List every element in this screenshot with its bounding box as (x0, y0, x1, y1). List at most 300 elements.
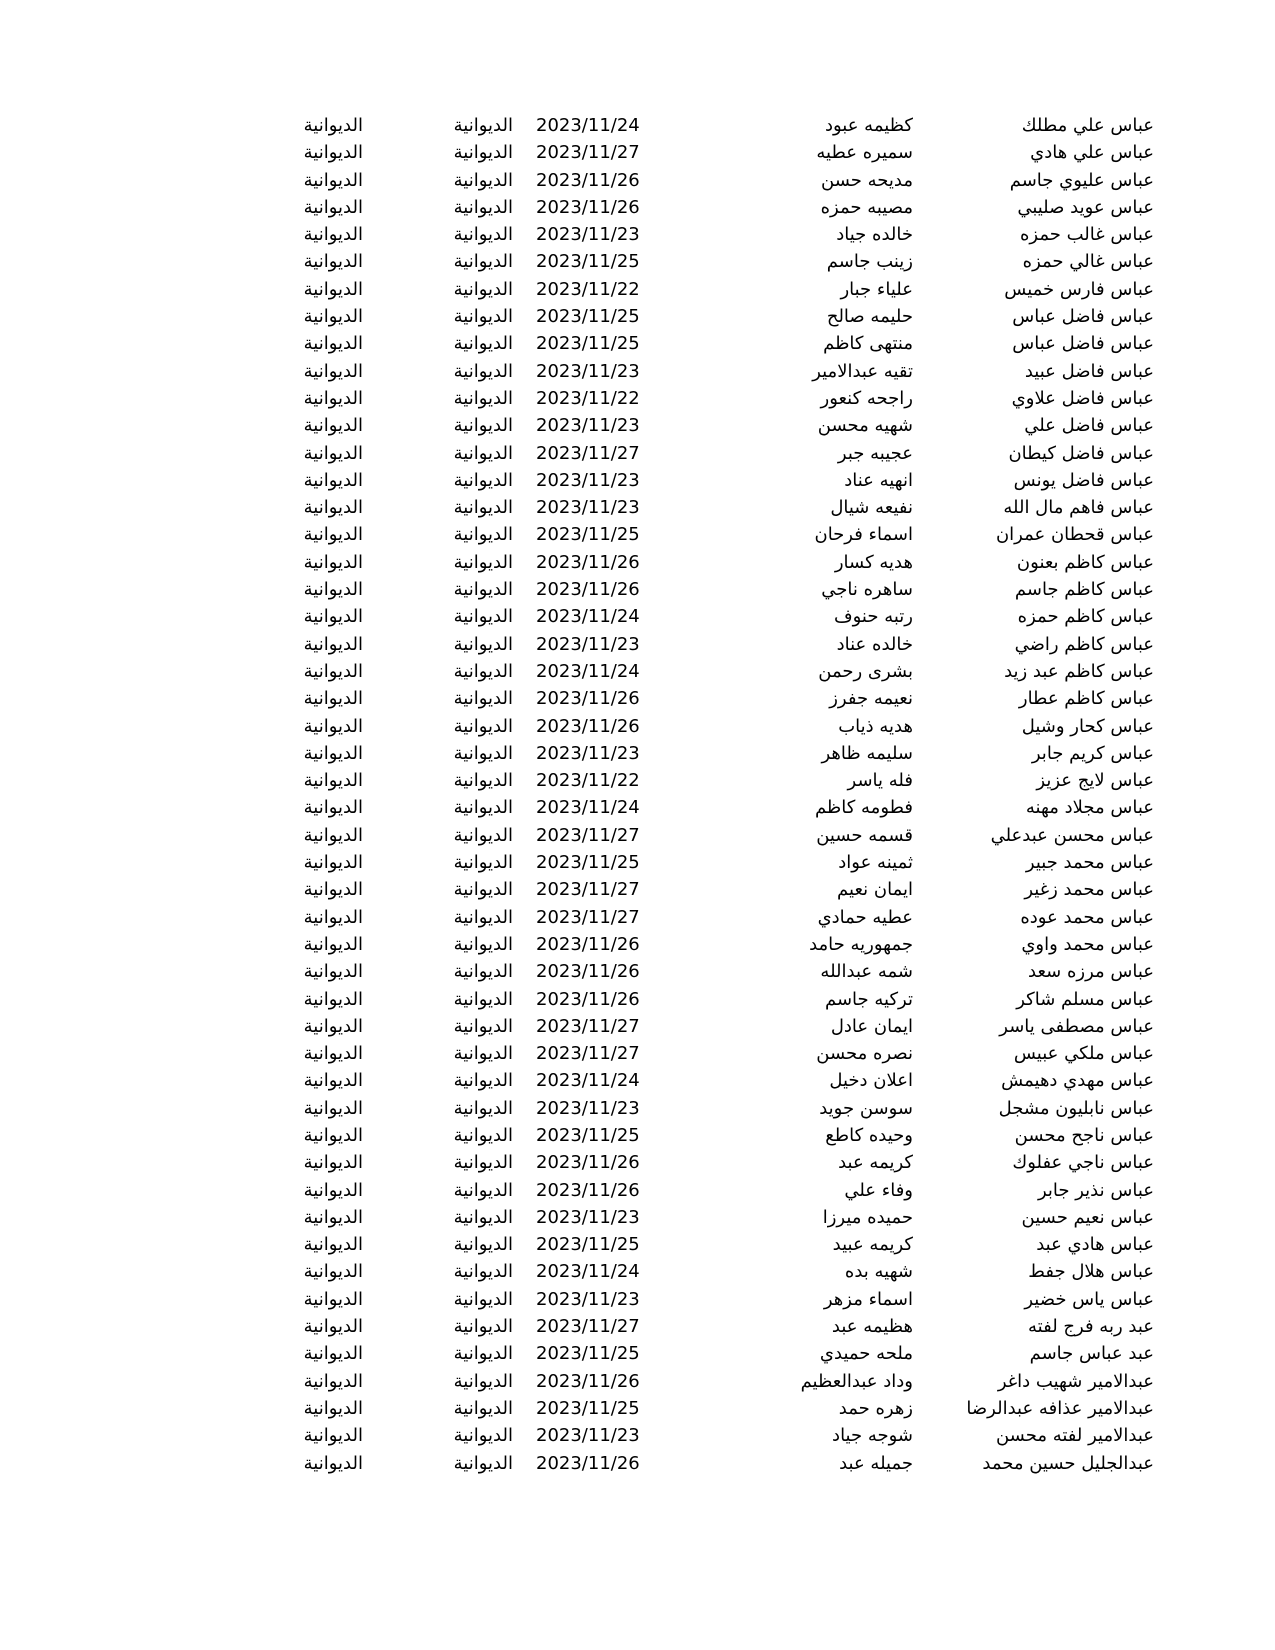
mother-name-cell: نصره محسن (816, 1043, 913, 1065)
date-cell: 2023/11/25 (536, 1343, 640, 1365)
person-name-cell: عباس فاضل عباس (1012, 306, 1154, 328)
mother-name-cell: خالده جياد (836, 224, 913, 246)
mother-name-cell: عطيه حمادي (817, 906, 913, 928)
date-cell: 2023/11/23 (536, 1288, 640, 1310)
governorate-cell: الديوانية (453, 1370, 513, 1392)
city-cell: الديوانية (303, 933, 363, 955)
table-row (0, 494, 1275, 521)
governorate-cell: الديوانية (453, 497, 513, 519)
person-name-cell: عباس كاظم راضي (1014, 633, 1154, 655)
governorate-cell: الديوانية (453, 469, 513, 491)
table-row (0, 330, 1275, 357)
city-cell: الديوانية (303, 551, 363, 573)
person-name-cell: عباس هلال جفط (1028, 1261, 1154, 1283)
person-name-cell: عباس مهدي دهيمش (1001, 1070, 1154, 1092)
person-name-cell: عباس علي مطلك (1021, 115, 1154, 136)
table-row (0, 248, 1275, 275)
person-name-cell: عباس كاظم عطار (1018, 688, 1154, 710)
mother-name-cell: كريمه عبيد (832, 1234, 913, 1256)
table-row (0, 958, 1275, 985)
governorate-cell: الديوانية (453, 606, 513, 628)
mother-name-cell: ايمان نعيم (837, 879, 913, 901)
date-cell: 2023/11/24 (536, 797, 640, 819)
city-cell: الديوانية (303, 1043, 363, 1065)
city-cell: الديوانية (303, 1288, 363, 1310)
date-cell: 2023/11/25 (536, 524, 640, 546)
person-name-cell: عباس كاظم بعنون (1016, 551, 1154, 573)
city-cell: الديوانية (303, 1425, 363, 1447)
table-row (0, 549, 1275, 576)
table-row (0, 1204, 1275, 1231)
city-cell: الديوانية (303, 606, 363, 628)
city-cell: الديوانية (303, 1343, 363, 1365)
person-name-cell: عباس محمد زغير (1024, 879, 1154, 901)
city-cell: الديوانية (303, 688, 363, 710)
governorate-cell: الديوانية (453, 1043, 513, 1065)
table-row (0, 1095, 1275, 1122)
table-row (0, 1313, 1275, 1340)
mother-name-cell: ثمينه عواد (838, 852, 913, 874)
table-row (0, 521, 1275, 548)
city-cell: الديوانية (303, 824, 363, 846)
date-cell: 2023/11/24 (536, 606, 640, 628)
mother-name-cell: كظيمه عبود (824, 115, 913, 136)
mother-name-cell: منتهى كاظم (823, 333, 913, 355)
city-cell: الديوانية (303, 1015, 363, 1037)
mother-name-cell: سليمه ظاهر (821, 742, 913, 764)
mother-name-cell: قسمه حسين (816, 824, 913, 846)
governorate-cell: الديوانية (453, 551, 513, 573)
person-name-cell: عباس غالب حمزه (1019, 224, 1154, 246)
governorate-cell: الديوانية (453, 1015, 513, 1037)
table-row (0, 986, 1275, 1013)
table-row (0, 112, 1275, 139)
city-cell: الديوانية (303, 442, 363, 464)
mother-name-cell: سوسن جويد (819, 1097, 913, 1119)
mother-name-cell: عجيبه جبر (837, 442, 913, 464)
governorate-cell: الديوانية (453, 852, 513, 874)
date-cell: 2023/11/23 (536, 469, 640, 491)
person-name-cell: عبد عباس جاسم (1029, 1343, 1154, 1365)
date-cell: 2023/11/26 (536, 988, 640, 1010)
table-row (0, 167, 1275, 194)
table-row (0, 358, 1275, 385)
governorate-cell: الديوانية (453, 1179, 513, 1201)
table-row (0, 1177, 1275, 1204)
city-cell: الديوانية (303, 660, 363, 682)
mother-name-cell: اسماء فرحان (814, 524, 913, 546)
person-name-cell: عبدالامير لفته محسن (995, 1425, 1154, 1447)
person-name-cell: عباس كحار وشيل (1021, 715, 1154, 737)
city-cell: الديوانية (303, 1397, 363, 1419)
mother-name-cell: فطومه كاظم (814, 797, 913, 819)
date-cell: 2023/11/25 (536, 306, 640, 328)
person-name-cell: عباس كاظم عبد زيد (1004, 660, 1154, 682)
governorate-cell: الديوانية (453, 333, 513, 355)
city-cell: الديوانية (303, 715, 363, 737)
city-cell: الديوانية (303, 1124, 363, 1146)
person-name-cell: عباس كريم جابر (1031, 742, 1154, 764)
city-cell: الديوانية (303, 1070, 363, 1092)
governorate-cell: الديوانية (453, 1316, 513, 1338)
governorate-cell: الديوانية (453, 933, 513, 955)
table-row (0, 603, 1275, 630)
date-cell: 2023/11/25 (536, 852, 640, 874)
mother-name-cell: تركيه جاسم (825, 988, 913, 1010)
governorate-cell: الديوانية (453, 797, 513, 819)
governorate-cell: الديوانية (453, 688, 513, 710)
governorate-cell: الديوانية (453, 142, 513, 164)
mother-name-cell: سميره عطيه (816, 142, 913, 164)
person-name-cell: عباس محسن عبدعلي (990, 824, 1154, 846)
governorate-cell: الديوانية (453, 824, 513, 846)
table-row (0, 576, 1275, 603)
date-cell: 2023/11/27 (536, 1316, 640, 1338)
person-name-cell: عباس فاضل علي (1024, 415, 1154, 437)
person-name-cell: عبدالامير عذافه عبدالرضا (966, 1397, 1154, 1419)
city-cell: الديوانية (303, 742, 363, 764)
table-row (0, 876, 1275, 903)
mother-name-cell: راجحه كنعور (820, 387, 913, 409)
city-cell: الديوانية (303, 387, 363, 409)
mother-name-cell: زهره حمد (838, 1397, 913, 1419)
governorate-cell: الديوانية (453, 306, 513, 328)
mother-name-cell: جمهوريه حامد (809, 933, 913, 955)
date-cell: 2023/11/23 (536, 497, 640, 519)
governorate-cell: الديوانية (453, 988, 513, 1010)
table-row (0, 685, 1275, 712)
table-row (0, 221, 1275, 248)
mother-name-cell: نعيمه جفرز (829, 688, 913, 710)
date-cell: 2023/11/27 (536, 442, 640, 464)
governorate-cell: الديوانية (453, 1452, 513, 1474)
governorate-cell: الديوانية (453, 1124, 513, 1146)
person-name-cell: عباس ناجي عفلوك (1012, 1152, 1154, 1174)
table-row (0, 1368, 1275, 1395)
table-row (0, 1450, 1275, 1477)
governorate-cell: الديوانية (453, 278, 513, 300)
city-cell: الديوانية (303, 1152, 363, 1174)
person-name-cell: عباس نابليون مشجل (998, 1097, 1154, 1119)
person-name-cell: عباس عويد صليبي (1017, 196, 1154, 218)
person-name-cell: عباس كاظم حمزه (1017, 606, 1154, 628)
person-name-cell: عباس لايج عزيز (1036, 770, 1154, 792)
date-cell: 2023/11/26 (536, 1152, 640, 1174)
table-row (0, 931, 1275, 958)
governorate-cell: الديوانية (453, 1206, 513, 1228)
table-row (0, 1122, 1275, 1149)
person-name-cell: عباس ناجح محسن (1014, 1124, 1154, 1146)
date-cell: 2023/11/27 (536, 142, 640, 164)
date-cell: 2023/11/26 (536, 551, 640, 573)
date-cell: 2023/11/22 (536, 278, 640, 300)
mother-name-cell: هظيمه عبد (831, 1316, 913, 1338)
governorate-cell: الديوانية (453, 1425, 513, 1447)
date-cell: 2023/11/23 (536, 1206, 640, 1228)
city-cell: الديوانية (303, 360, 363, 382)
governorate-cell: الديوانية (453, 360, 513, 382)
person-name-cell: عباس فاهم مال الله (1003, 497, 1154, 519)
city-cell: الديوانية (303, 633, 363, 655)
table-row (0, 740, 1275, 767)
person-name-cell: عباس فاضل عباس (1012, 333, 1154, 355)
mother-name-cell: مصيبه حمزه (820, 196, 913, 218)
city-cell: الديوانية (303, 797, 363, 819)
date-cell: 2023/11/23 (536, 224, 640, 246)
mother-name-cell: خالده عناد (836, 633, 913, 655)
governorate-cell: الديوانية (453, 224, 513, 246)
governorate-cell: الديوانية (453, 415, 513, 437)
person-name-cell: عباس نعيم حسين (1021, 1206, 1154, 1228)
governorate-cell: الديوانية (453, 196, 513, 218)
person-name-cell: عباس محمد جبير (1025, 852, 1154, 874)
governorate-cell: الديوانية (453, 1261, 513, 1283)
table-row (0, 1067, 1275, 1094)
person-name-cell: عباس فاضل يونس (1013, 469, 1154, 491)
mother-name-cell: هديه كسار (834, 551, 913, 573)
city-cell: الديوانية (303, 852, 363, 874)
date-cell: 2023/11/27 (536, 879, 640, 901)
mother-name-cell: نفيعه شيال (830, 497, 913, 519)
mother-name-cell: حميده ميرزا (822, 1206, 913, 1228)
table-row (0, 1422, 1275, 1449)
governorate-cell: الديوانية (453, 387, 513, 409)
date-cell: 2023/11/23 (536, 415, 640, 437)
table-row (0, 713, 1275, 740)
city-cell: الديوانية (303, 497, 363, 519)
person-name-cell: عباس فاضل كيطان (1008, 442, 1154, 464)
governorate-cell: الديوانية (453, 715, 513, 737)
person-name-cell: عباس قحطان عمران (995, 524, 1154, 546)
table-row (0, 412, 1275, 439)
table-row (0, 1340, 1275, 1367)
table-row (0, 1395, 1275, 1422)
city-cell: الديوانية (303, 988, 363, 1010)
table-row (0, 631, 1275, 658)
city-cell: الديوانية (303, 1261, 363, 1283)
table-row (0, 849, 1275, 876)
person-name-cell: عباس نذير جابر (1037, 1179, 1154, 1201)
person-name-cell: عباس ياس خضير (1024, 1288, 1154, 1310)
table-row (0, 467, 1275, 494)
city-cell: الديوانية (303, 961, 363, 983)
table-row (0, 1040, 1275, 1067)
governorate-cell: الديوانية (453, 1234, 513, 1256)
date-cell: 2023/11/26 (536, 196, 640, 218)
mother-name-cell: شهيه محسن (817, 415, 913, 437)
mother-name-cell: انهيه عناد (844, 469, 913, 491)
person-name-cell: عباس محمد عوده (1020, 906, 1154, 928)
mother-name-cell: بشرى رحمن (818, 660, 913, 682)
person-name-cell: عباس فاضل عبيد (1024, 360, 1154, 382)
mother-name-cell: ملحه حميدي (819, 1343, 913, 1365)
person-name-cell: عباس مصطفى ياسر (999, 1015, 1154, 1037)
mother-name-cell: جميله عبد (839, 1452, 913, 1474)
mother-name-cell: زينب جاسم (826, 251, 913, 273)
table-row (0, 1258, 1275, 1285)
table-row (0, 1149, 1275, 1176)
records-table (0, 112, 1275, 1477)
date-cell: 2023/11/27 (536, 1015, 640, 1037)
person-name-cell: عباس علي هادي (1030, 142, 1154, 164)
governorate-cell: الديوانية (453, 1097, 513, 1119)
city-cell: الديوانية (303, 142, 363, 164)
table-row (0, 1231, 1275, 1258)
city-cell: الديوانية (303, 579, 363, 601)
table-row (0, 822, 1275, 849)
governorate-cell: الديوانية (453, 961, 513, 983)
date-cell: 2023/11/25 (536, 251, 640, 273)
person-name-cell: عبدالامير شهيب داغر (997, 1370, 1154, 1392)
governorate-cell: الديوانية (453, 115, 513, 136)
date-cell: 2023/11/23 (536, 742, 640, 764)
city-cell: الديوانية (303, 115, 363, 136)
mother-name-cell: وداد عبدالعظيم (800, 1370, 913, 1392)
date-cell: 2023/11/24 (536, 1070, 640, 1092)
person-name-cell: عباس محمد واوي (1021, 933, 1154, 955)
mother-name-cell: علياء جبار (840, 278, 913, 300)
mother-name-cell: مديحه حسن (821, 169, 913, 191)
date-cell: 2023/11/25 (536, 1124, 640, 1146)
date-cell: 2023/11/26 (536, 1370, 640, 1392)
mother-name-cell: وفاء علي (844, 1179, 913, 1201)
table-row (0, 276, 1275, 303)
mother-name-cell: كريمه عبد (838, 1152, 913, 1174)
city-cell: الديوانية (303, 524, 363, 546)
governorate-cell: الديوانية (453, 1397, 513, 1419)
date-cell: 2023/11/24 (536, 1261, 640, 1283)
person-name-cell: عباس فارس خميس (1004, 278, 1154, 300)
city-cell: الديوانية (303, 1452, 363, 1474)
governorate-cell: الديوانية (453, 742, 513, 764)
city-cell: الديوانية (303, 333, 363, 355)
date-cell: 2023/11/25 (536, 1234, 640, 1256)
city-cell: الديوانية (303, 415, 363, 437)
person-name-cell: عباس غالي حمزه (1022, 251, 1154, 273)
governorate-cell: الديوانية (453, 1343, 513, 1365)
date-cell: 2023/11/23 (536, 1425, 640, 1447)
mother-name-cell: وحيده كاطع (825, 1124, 913, 1146)
date-cell: 2023/11/22 (536, 387, 640, 409)
city-cell: الديوانية (303, 1234, 363, 1256)
city-cell: الديوانية (303, 770, 363, 792)
governorate-cell: الديوانية (453, 906, 513, 928)
city-cell: الديوانية (303, 306, 363, 328)
table-row (0, 385, 1275, 412)
governorate-cell: الديوانية (453, 633, 513, 655)
city-cell: الديوانية (303, 1206, 363, 1228)
governorate-cell: الديوانية (453, 442, 513, 464)
person-name-cell: عبدالجليل حسين محمد (982, 1452, 1154, 1474)
mother-name-cell: اعلان دخيل (829, 1070, 913, 1092)
city-cell: الديوانية (303, 906, 363, 928)
date-cell: 2023/11/26 (536, 1452, 640, 1474)
table-row (0, 767, 1275, 794)
city-cell: الديوانية (303, 1179, 363, 1201)
person-name-cell: عباس كاظم جاسم (1014, 579, 1154, 601)
mother-name-cell: حليمه صالح (826, 306, 913, 328)
date-cell: 2023/11/26 (536, 961, 640, 983)
mother-name-cell: فله ياسر (847, 770, 913, 792)
table-row (0, 303, 1275, 330)
person-name-cell: عباس مجلاد مهنه (1025, 797, 1154, 819)
city-cell: الديوانية (303, 196, 363, 218)
governorate-cell: الديوانية (453, 1288, 513, 1310)
governorate-cell: الديوانية (453, 1070, 513, 1092)
date-cell: 2023/11/23 (536, 633, 640, 655)
table-row (0, 1286, 1275, 1313)
mother-name-cell: رتبه حنوف (833, 606, 913, 628)
governorate-cell: الديوانية (453, 169, 513, 191)
mother-name-cell: شوجه جياد (832, 1425, 913, 1447)
person-name-cell: عباس مرزه سعد (1028, 961, 1154, 983)
date-cell: 2023/11/22 (536, 770, 640, 792)
mother-name-cell: ايمان عادل (830, 1015, 913, 1037)
city-cell: الديوانية (303, 224, 363, 246)
date-cell: 2023/11/27 (536, 824, 640, 846)
governorate-cell: الديوانية (453, 524, 513, 546)
governorate-cell: الديوانية (453, 660, 513, 682)
person-name-cell: عباس عليوي جاسم (1009, 169, 1154, 191)
mother-name-cell: شهيه بده (844, 1261, 913, 1283)
person-name-cell: عبد ربه فرج لفته (1028, 1316, 1154, 1338)
governorate-cell: الديوانية (453, 770, 513, 792)
date-cell: 2023/11/26 (536, 1179, 640, 1201)
city-cell: الديوانية (303, 469, 363, 491)
person-name-cell: عباس هادي عبد (1036, 1234, 1154, 1256)
table-row (0, 194, 1275, 221)
date-cell: 2023/11/26 (536, 169, 640, 191)
governorate-cell: الديوانية (453, 251, 513, 273)
mother-name-cell: اسماء مزهر (823, 1288, 913, 1310)
mother-name-cell: هديه ذياب (838, 715, 913, 737)
date-cell: 2023/11/26 (536, 715, 640, 737)
table-row (0, 440, 1275, 467)
person-name-cell: عباس فاضل علاوي (1011, 387, 1154, 409)
table-row (0, 139, 1275, 166)
date-cell: 2023/11/25 (536, 333, 640, 355)
date-cell: 2023/11/27 (536, 906, 640, 928)
person-name-cell: عباس مسلم شاكر (1016, 988, 1154, 1010)
date-cell: 2023/11/26 (536, 933, 640, 955)
table-row (0, 658, 1275, 685)
governorate-cell: الديوانية (453, 1152, 513, 1174)
date-cell: 2023/11/24 (536, 115, 640, 136)
date-cell: 2023/11/26 (536, 688, 640, 710)
governorate-cell: الديوانية (453, 579, 513, 601)
city-cell: الديوانية (303, 169, 363, 191)
date-cell: 2023/11/26 (536, 579, 640, 601)
mother-name-cell: تقيه عبدالامير (812, 360, 913, 382)
table-row (0, 1013, 1275, 1040)
city-cell: الديوانية (303, 1097, 363, 1119)
table-row (0, 904, 1275, 931)
date-cell: 2023/11/23 (536, 360, 640, 382)
date-cell: 2023/11/25 (536, 1397, 640, 1419)
city-cell: الديوانية (303, 1370, 363, 1392)
table-row (0, 794, 1275, 821)
city-cell: الديوانية (303, 251, 363, 273)
governorate-cell: الديوانية (453, 879, 513, 901)
date-cell: 2023/11/27 (536, 1043, 640, 1065)
date-cell: 2023/11/23 (536, 1097, 640, 1119)
mother-name-cell: شمه عبدالله (820, 961, 913, 983)
date-cell: 2023/11/24 (536, 660, 640, 682)
city-cell: الديوانية (303, 879, 363, 901)
city-cell: الديوانية (303, 1316, 363, 1338)
person-name-cell: عباس ملكي عبيس (1013, 1043, 1154, 1065)
city-cell: الديوانية (303, 278, 363, 300)
